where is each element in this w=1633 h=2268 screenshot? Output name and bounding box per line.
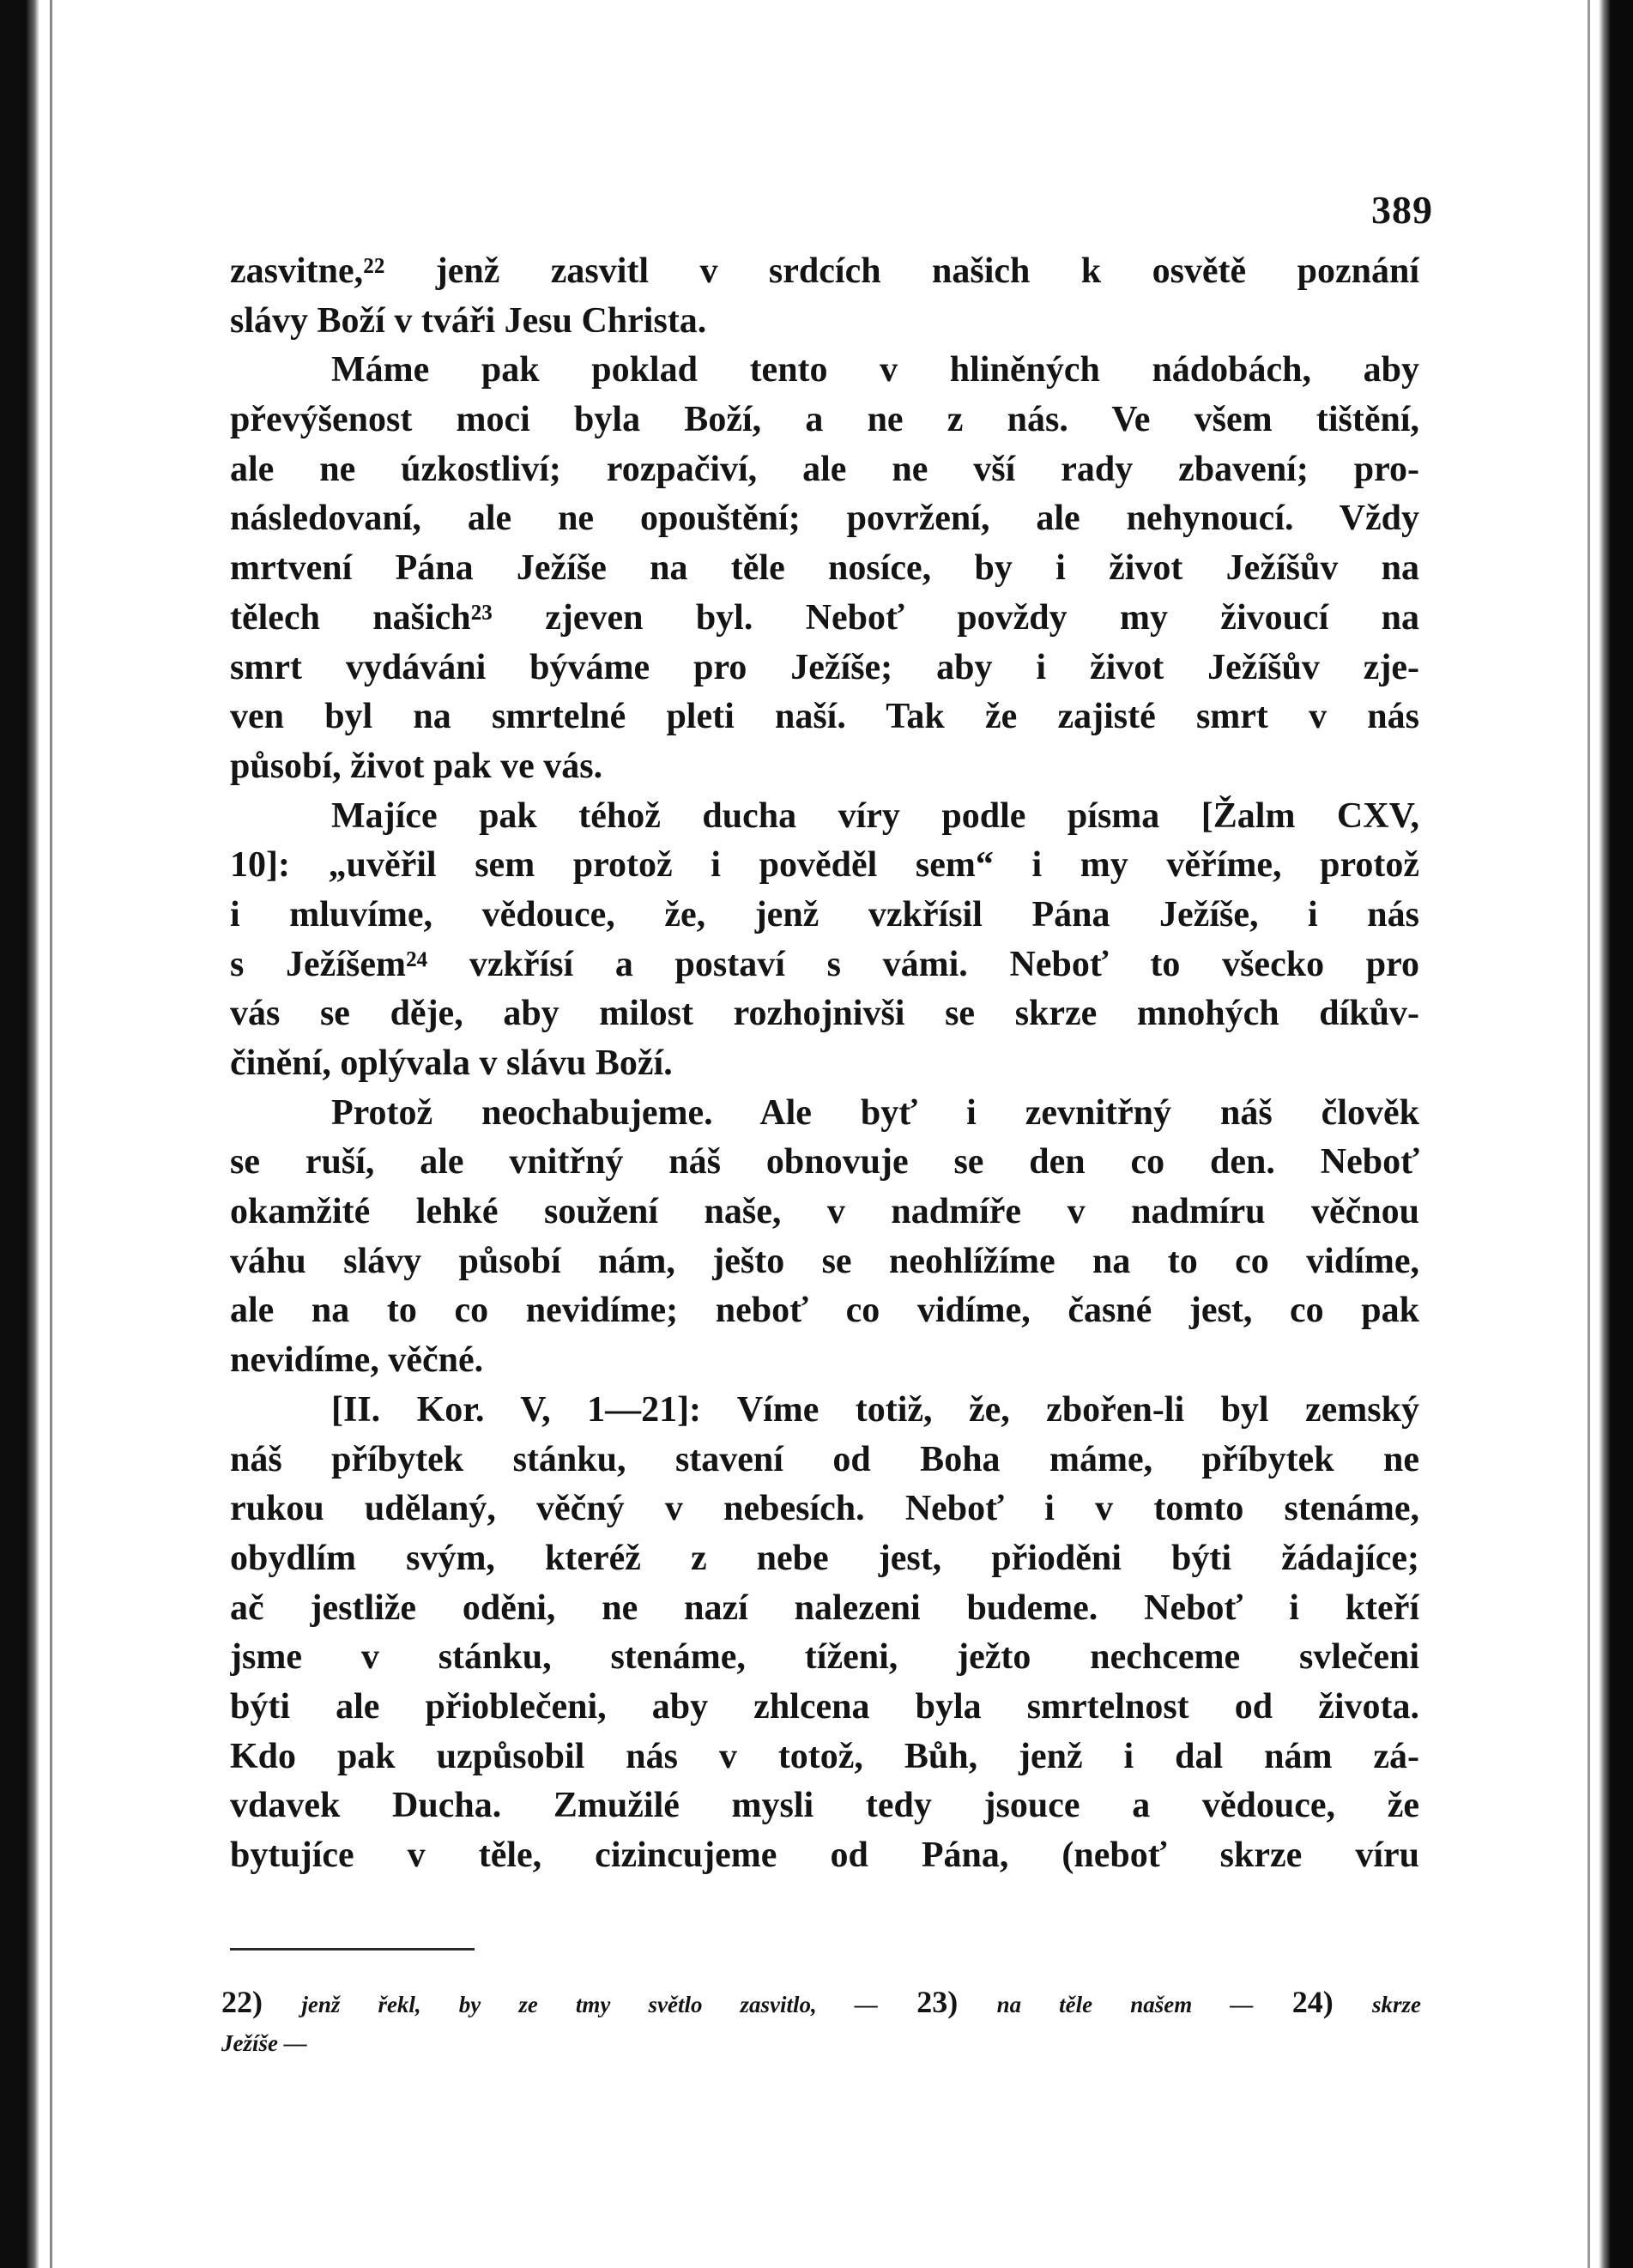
text-line: bytujíce v těle, cizincujeme od Pána, (neboť skrze víru [230, 1836, 1419, 1875]
body-text [230, 247, 1419, 1881]
scan-edge-right [1599, 0, 1633, 2268]
footnote-23-text: na těle našem — [996, 1992, 1254, 2017]
text-line: Máme pak poklad tento v hliněných nádobách, aby [331, 350, 1419, 390]
text-line: nevidíme, věčné. [230, 1340, 484, 1381]
text-line: obydlím svým, kteréž z nebe jest, přioděni býti žádajíce; [230, 1538, 1419, 1578]
text-line: okamžité lehké soužení naše, v nadmíře v nadmíru věčnou [230, 1192, 1419, 1232]
footnote-22-text: jenž řekl, by ze tmy světlo zasvitlo, — [301, 1992, 878, 2017]
text-line: jsme v stánku, stenáme, tíženi, ježto nechceme svlečeni [230, 1637, 1419, 1678]
text-line: se ruší, ale vnitřný náš obnovuje se den co den. Neboť [230, 1142, 1419, 1182]
footnote-line [221, 1982, 1421, 2022]
text-line: působí, život pak ve vás. [230, 746, 603, 786]
text-line: slávy Boží v tváři Jesu Christa. [230, 300, 707, 341]
text-line: smrt vydáváni býváme pro Ježíše; aby i život Ježíšův zje- [230, 647, 1419, 687]
text-line: ale ne úzkostliví; rozpačiví, ale ne vší rady zbavení; pro- [230, 449, 1419, 489]
text-line: vás se děje, aby milost rozhojnivši se skrze mnohých díkův- [230, 994, 1419, 1034]
text-line: býti ale přioblečeni, aby zhlcena byla smrtelnost od života. [230, 1686, 1419, 1727]
text-line: mrtvení Pána Ježíše na těle nosíce, by i život Ježíšův na [230, 548, 1419, 589]
footnote-22-number: 22) [221, 1985, 263, 2019]
text-line: i mluvíme, vědouce, že, jenž vzkřísil Pána Ježíše, i nás [230, 894, 1419, 934]
text-line: [II. Kor. V, 1—21]: Víme totiž, že, zbořen-li byl zemský [331, 1389, 1419, 1430]
scan-rule-left [50, 0, 52, 2268]
scan-rule-right [1588, 0, 1590, 2268]
text-line: činění, oplývala v slávu Boží. [230, 1043, 673, 1083]
footnotes [221, 1982, 1421, 2061]
text-line: vdavek Ducha. Zmužilé mysli tedy jsouce a vědouce, že [230, 1786, 1419, 1826]
footnote-line [221, 2022, 1421, 2061]
text-line: ven byl na smrtelné pleti naší. Tak že zajisté smrt v nás [230, 697, 1419, 737]
text-line: zasvitne,²² jenž zasvitl v srdcích našich k osvětě poznání [230, 251, 1419, 291]
text-line: následovaní, ale ne opouštění; povržení, ale nehynoucí. Vždy [230, 499, 1419, 539]
text-line: ač jestliže oděni, ne nazí nalezeni budeme. Neboť i kteří [230, 1588, 1419, 1628]
text-line: rukou udělaný, věčný v nebesích. Neboť i v tomto stenáme, [230, 1489, 1419, 1529]
text-line: s Ježíšem²⁴ vzkřísí a postaví s vámi. Neboť to všecko pro [230, 944, 1419, 984]
text-line: Kdo pak uzpůsobil nás v totož, Bůh, jenž i dal nám zá- [230, 1736, 1419, 1776]
footnote-divider [230, 1948, 475, 1950]
text-line: ale na to co nevidíme; neboť co vidíme, časné jest, co pak [230, 1291, 1419, 1331]
text-line: převýšenost moci byla Boží, a ne z nás. Ve všem tištění, [230, 400, 1419, 440]
footnote-24-number: 24) [1291, 1985, 1334, 2019]
footnote-23-number: 23) [916, 1985, 959, 2019]
text-line: Majíce pak téhož ducha víry podle písma [Žalm CXV, [331, 795, 1419, 836]
text-line: tělech našich²³ zjeven byl. Neboť povždy my živoucí na [230, 597, 1419, 638]
page-number: 389 [1371, 188, 1433, 232]
scan-edge-left [0, 0, 39, 2268]
footnote-24-continuation: Ježíše — [221, 2030, 307, 2056]
text-line: náš příbytek stánku, stavení od Boha máme, příbytek ne [230, 1439, 1419, 1479]
text-line: Protož neochabujeme. Ale byť i zevnitřný náš člověk [331, 1092, 1419, 1133]
text-line: 10]: „uvěřil sem protož i pověděl sem“ i my věříme, protož [230, 845, 1419, 886]
text-line: váhu slávy působí nám, ješto se neohlížíme na to co vidíme, [230, 1241, 1419, 1281]
footnote-24-text: skrze [1372, 1992, 1421, 2017]
